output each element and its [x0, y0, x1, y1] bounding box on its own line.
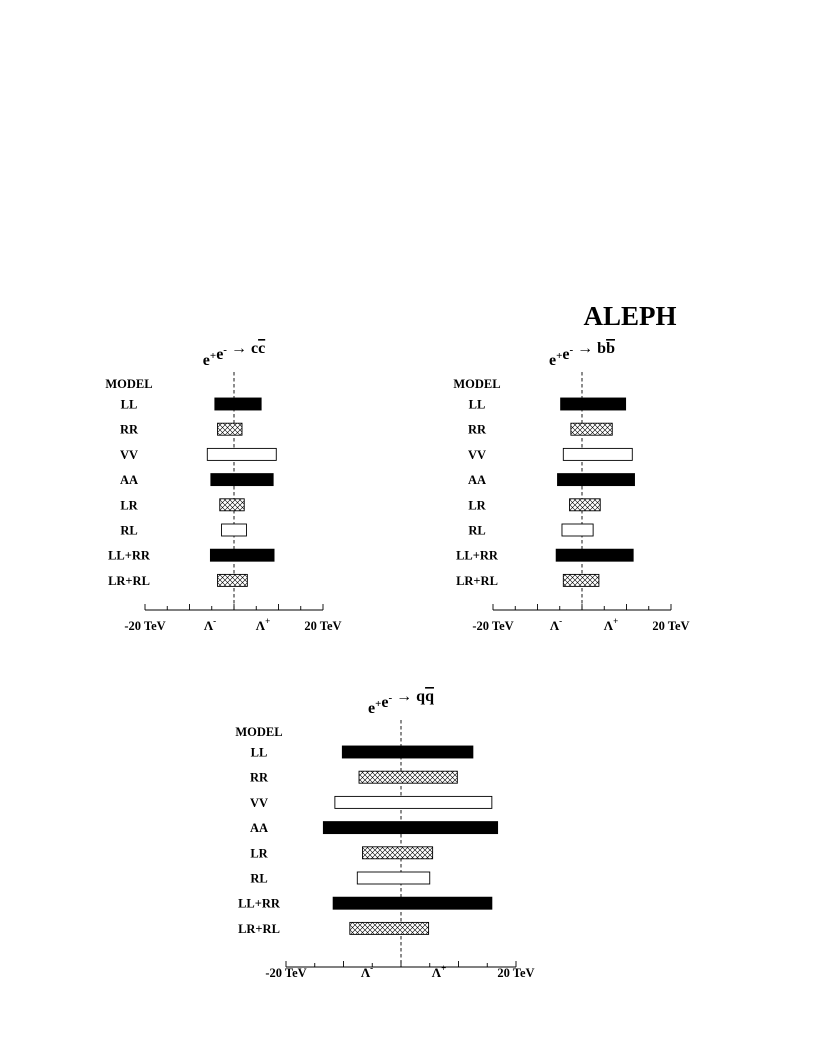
limit-bar-rr	[218, 423, 242, 435]
tick-label-lambda-minus: Λ-	[549, 616, 563, 633]
tick-label-left: -20 TeV	[124, 619, 166, 633]
tick-label-lambda-plus: Λ+	[255, 616, 271, 633]
limit-bar-rl	[222, 524, 247, 536]
model-label-lr: LR	[120, 498, 138, 513]
model-label-vv: VV	[467, 447, 487, 462]
model-label-lr: LR	[250, 846, 268, 861]
limit-bar-vv	[335, 796, 492, 808]
model-label-aa: AA	[249, 821, 269, 836]
limit-bar-lr	[362, 847, 432, 859]
limit-bar-aa	[211, 474, 273, 486]
model-label-ll-rr: LL+RR	[108, 548, 150, 563]
model-label-rr: RR	[467, 422, 487, 437]
model-label-rr: RR	[119, 422, 139, 437]
limit-bar-aa	[323, 822, 497, 834]
limit-bar-lr	[570, 499, 601, 511]
model-label-ll: LL	[468, 397, 486, 412]
limit-bar-lr-rl	[563, 574, 599, 586]
limit-bar-vv	[563, 448, 632, 460]
model-label-vv: VV	[249, 795, 269, 810]
aleph-logo-text: ALEPH	[583, 301, 677, 331]
model-label-rl: RL	[250, 871, 268, 886]
model-label-vv: VV	[119, 447, 139, 462]
panel-bb	[453, 340, 689, 633]
tick-label-left: -20 TeV	[472, 619, 514, 633]
tick-label-right: 20 TeV	[652, 619, 690, 633]
panel-cc	[105, 340, 341, 633]
limit-bar-ll	[215, 398, 261, 410]
model-label-lr: LR	[468, 498, 486, 513]
limit-bar-rl	[357, 872, 429, 884]
tick-label-lambda-plus: Λ+	[603, 616, 619, 633]
model-label-aa: AA	[467, 473, 487, 488]
tick-label-lambda-plus: Λ+	[431, 963, 447, 980]
panel-title: e+e- → cc	[202, 340, 266, 369]
model-header: MODEL	[105, 377, 153, 391]
tick-label-right: 20 TeV	[497, 966, 535, 980]
model-label-rl: RL	[120, 523, 138, 538]
limit-bar-vv	[207, 448, 276, 460]
limit-bar-lr-rl	[350, 922, 429, 934]
panel-title: e+e- → qq	[368, 688, 434, 717]
limit-bar-ll-rr	[556, 549, 633, 561]
model-label-lr-rl: LR+RL	[456, 573, 498, 588]
limit-bar-ll-rr	[210, 549, 274, 561]
model-label-lr-rl: LR+RL	[108, 573, 150, 588]
tick-label-left: -20 TeV	[265, 966, 307, 980]
model-label-rr: RR	[249, 770, 269, 785]
model-label-ll: LL	[250, 745, 268, 760]
model-label-ll: LL	[120, 397, 138, 412]
limit-bar-lr	[220, 499, 244, 511]
limit-bar-rr	[359, 771, 457, 783]
model-label-lr-rl: LR+RL	[238, 921, 280, 936]
limit-bar-aa	[558, 474, 635, 486]
model-label-ll-rr: LL+RR	[456, 548, 498, 563]
limit-bar-ll	[561, 398, 626, 410]
model-header: MODEL	[453, 377, 501, 391]
limit-bar-lr-rl	[218, 574, 248, 586]
tick-label-lambda-minus: Λ-	[203, 616, 217, 633]
model-label-rl: RL	[468, 523, 486, 538]
limit-bar-rl	[562, 524, 593, 536]
limit-bar-ll	[342, 746, 473, 758]
tick-label-right: 20 TeV	[304, 619, 342, 633]
model-label-ll-rr: LL+RR	[238, 896, 280, 911]
model-header: MODEL	[235, 725, 283, 739]
panel-qq	[235, 688, 534, 980]
panel-title: e+e- → bb	[549, 340, 615, 369]
tick-label-lambda-minus: Λ-	[360, 963, 374, 980]
limit-bar-ll-rr	[333, 897, 492, 909]
model-label-aa: AA	[119, 473, 139, 488]
limit-bar-rr	[571, 423, 612, 435]
